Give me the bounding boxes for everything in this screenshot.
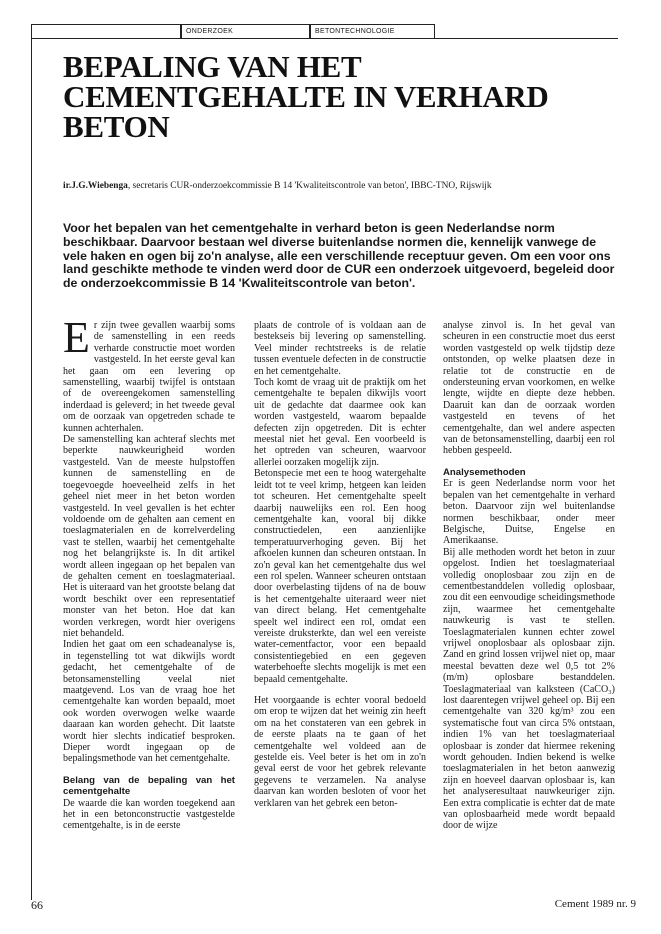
column-3 [443,320,615,900]
paragraph [63,320,235,434]
left-margin-rule [31,38,32,900]
section-heading: Analysemethoden [443,466,526,478]
header-section-label: ONDERZOEK [181,24,310,38]
paragraph-text: r zijn twee gevallen waarbij soms de samenstelling in een reeds verharde constructie moet worden vastgesteld. In het eerste geval kan het gaan om een levering op samenstelling, waarbij twijfel is ontstaan of de overeengekomen samenstelling inderdaad is geleverd; in het tweede geval om de oorzaak van opgetreden schade te kunnen achterhalen. [63,320,235,434]
header-blank-cell [31,24,181,38]
issue-label: Cement 1989 nr. 9 [554,898,636,910]
header-rule [31,38,618,39]
spacer [254,685,426,695]
paragraph: De waarde die kan worden toegekend aan het in een betonconstructie vastgestelde cementgehalte, is in de eerste [63,797,235,832]
paragraph: Betonspecie met een te hoog watergehalte leidt tot te veel krimp, hetgeen kan leiden tot scheuren. Het cementgehalte speelt daarbij nauwelijks een rol. Een hoog cementgehalte kan, vooral bij dikke constructiedelen, een aanzienlijke temperatuurverhoging geven. Bij het afkoelen kunnen dan scheuren ontstaan. In zo'n geval kan het cementgehalte dus wel een rol spelen. Wanneer scheuren ontstaan door overbelasting tijdens of na de bouw is het cementgehalte uiteraard weer niet van direct belang. Het cementgehalte speelt wel indirect een rol, omdat een vereiste druksterkte, dan wel een vereiste water-cementfactor, voor een bepaald consistentiegebied en een gegeven waterbehoefte slechts mogelijk is met een bepaald cementgehalte. [254,468,426,685]
byline [63,180,633,192]
drop-cap: E [63,320,90,362]
paragraph: analyse zinvol is. In het geval van scheuren in een constructie moet dus eerst worden vastgesteld op welk tijdstip deze ontstonden, op welke plaatsen deze in relatie tot de constructie en de ondersteuning ervan voorkomen, en welke lengte, wijdte en diepte deze hebben. Daaruit kan dan de oorzaak worden vastgesteld en tevens of het cementgehalte, dan wel andere aspecten van de betonsamenstelling, daarbij een rol hebben gespeeld. [443,320,615,457]
spacer [63,765,235,775]
section-heading: Belang van de bepaling van het cementgehalte [63,774,235,798]
paragraph: Toch komt de vraag uit de praktijk om het cementgehalte te bepalen dikwijls voort uit de gedachte dat daarmee ook kan worden vastgesteld, waarom bepaalde defecten zijn opgetreden. Dit is echter meestal niet het geval. Een voorbeeld is het optreden van scheuren, waarvoor allerlei oorzaken mogelijk zijn. [254,377,426,468]
paragraph: Indien het gaat om een schadeanalyse is, in tegenstelling tot wat dikwijls wordt gedacht, het cementgehalte of de betonsamenstelling veelal niet maatgevend. Los van de vraag hoe het cementgehalte kan worden bepaald, moet ook worden overwogen welke waarde daaraan kan worden gehecht. Dit laatste wordt hier slechts indicatief besproken. Dieper wordt ingegaan op de bepalingsmethode van het cementgehalte. [63,639,235,765]
lead-paragraph: Voor het bepalen van het cementgehalte in verhard beton is geen Nederlandse norm beschikbaar. Daarvoor bestaan wel diverse buitenlandse normen die, kennelijk vanwege de vele haken en ogen bij zo'n analyse, alle een verschillende receptuur geven. Om een voor ons land geschikte methode te vinden werd door de CUR een onderzoek uitgevoerd, begeleid door de onderzoekcommissie B 14 'Kwaliteitscontrole van beton'. [63,221,615,291]
column-2 [254,320,426,900]
header-category-label: BETONTECHNOLOGIE [310,24,435,38]
paragraph: Er is geen Nederlandse norm voor het bepalen van het cementgehalte in verhard beton. Daarvoor zijn wel buitenlandse normen beschikbaar, onder meer Belgische, Duitse, Engelse en Amerikaanse. [443,478,615,547]
author-name: ir.J.G.Wiebenga [63,181,128,191]
paragraph: De samenstelling kan achteraf slechts met beperkte nauwkeurigheid worden vastgesteld. Van de meeste hulpstoffen kunnen de samenstelling en de toegevoegde hoeveelheid zelfs in het geheel niet meer in het beton worden vastgesteld. In veel gevallen is het echter voldoende om de gehalten aan cement en toeslagmaterialen en de korrelverdeling vast te stellen, waarbij het cementgehalte nog het belangrijkste is. In dit artikel wordt alleen ingegaan op het bepalen van de gehalten cement en toeslagmateriaal. Het is uiteraard van het grootste belang dat wordt beschikt over een representatief monster van het beton. Hoe dat kan worden verkregen, wordt hier overigens niet behandeld. [63,434,235,639]
paragraph: plaats de controle of is voldaan aan de bestekseis bij levering op samenstelling. Veel minder rechtstreeks is de relatie tussen eventuele defecten in de constructie en het cementgehalte. [254,320,426,377]
column-1 [63,320,235,900]
page-number: 66 [31,898,43,912]
paragraph: Bij alle methoden wordt het beton in zuur opgelost. Indien het toeslagmateriaal volledig onoplosbaar zou zijn en de cementbestanddelen volledig oplosbaar, zou dit een eenvoudige scheidingsmethode zijn, waarmee het cementgehalte nauwkeurig is vast te stellen. Toeslagmaterialen kunnen echter zowel vrijwel onoplosbaar als oplosbaar zijn. Zand en grind lossen vrijwel niet op, maar meestal bevatten deze wel 0,5 tot 2% (m/m) oplosbare bestanddelen. Toeslagmateriaal van kalksteen (CaCO₃) lost daarentegen vrijwel geheel op. Bij een cementgehalte van 320 kg/m³ zou een systematische fout van circa 5% ontstaan, indien 1% van het toeslagmateriaal oplosbaar is zonder dat hiermee rekening wordt gehouden. Indien bekend is welke toeslagmaterialen in het beton aanwezig zijn en hoeveel daarvan oplosbaar is, kan het analyseresultaat nauwkeuriger zijn. Een extra complicatie is echter dat de mate van oplosbaarheid mede wordt bepaald door de wijze [443,546,615,832]
article-title: BEPALING VAN HET CEMENTGEHALTE IN VERHARD BETON [63,49,549,144]
author-affiliation: , secretaris CUR-onderzoekcommissie B 14 'Kwaliteitscontrole van beton', IBBC-TNO, Rijswijk [127,181,492,191]
paragraph: Het voorgaande is echter vooral bedoeld om erop te wijzen dat het weinig zin heeft om na het constateren van een gebrek in de eerste plaats na te gaan of het cementgehalte wel voldeed aan de gestelde eis. Veel beter is het om in zo'n geval eerst de voor het gebrek relevante gegevens te verzamelen. Na analyse daarvan kan worden besloten of voor het verklaren van het gebrek een beton- [254,695,426,809]
spacer [443,457,615,467]
